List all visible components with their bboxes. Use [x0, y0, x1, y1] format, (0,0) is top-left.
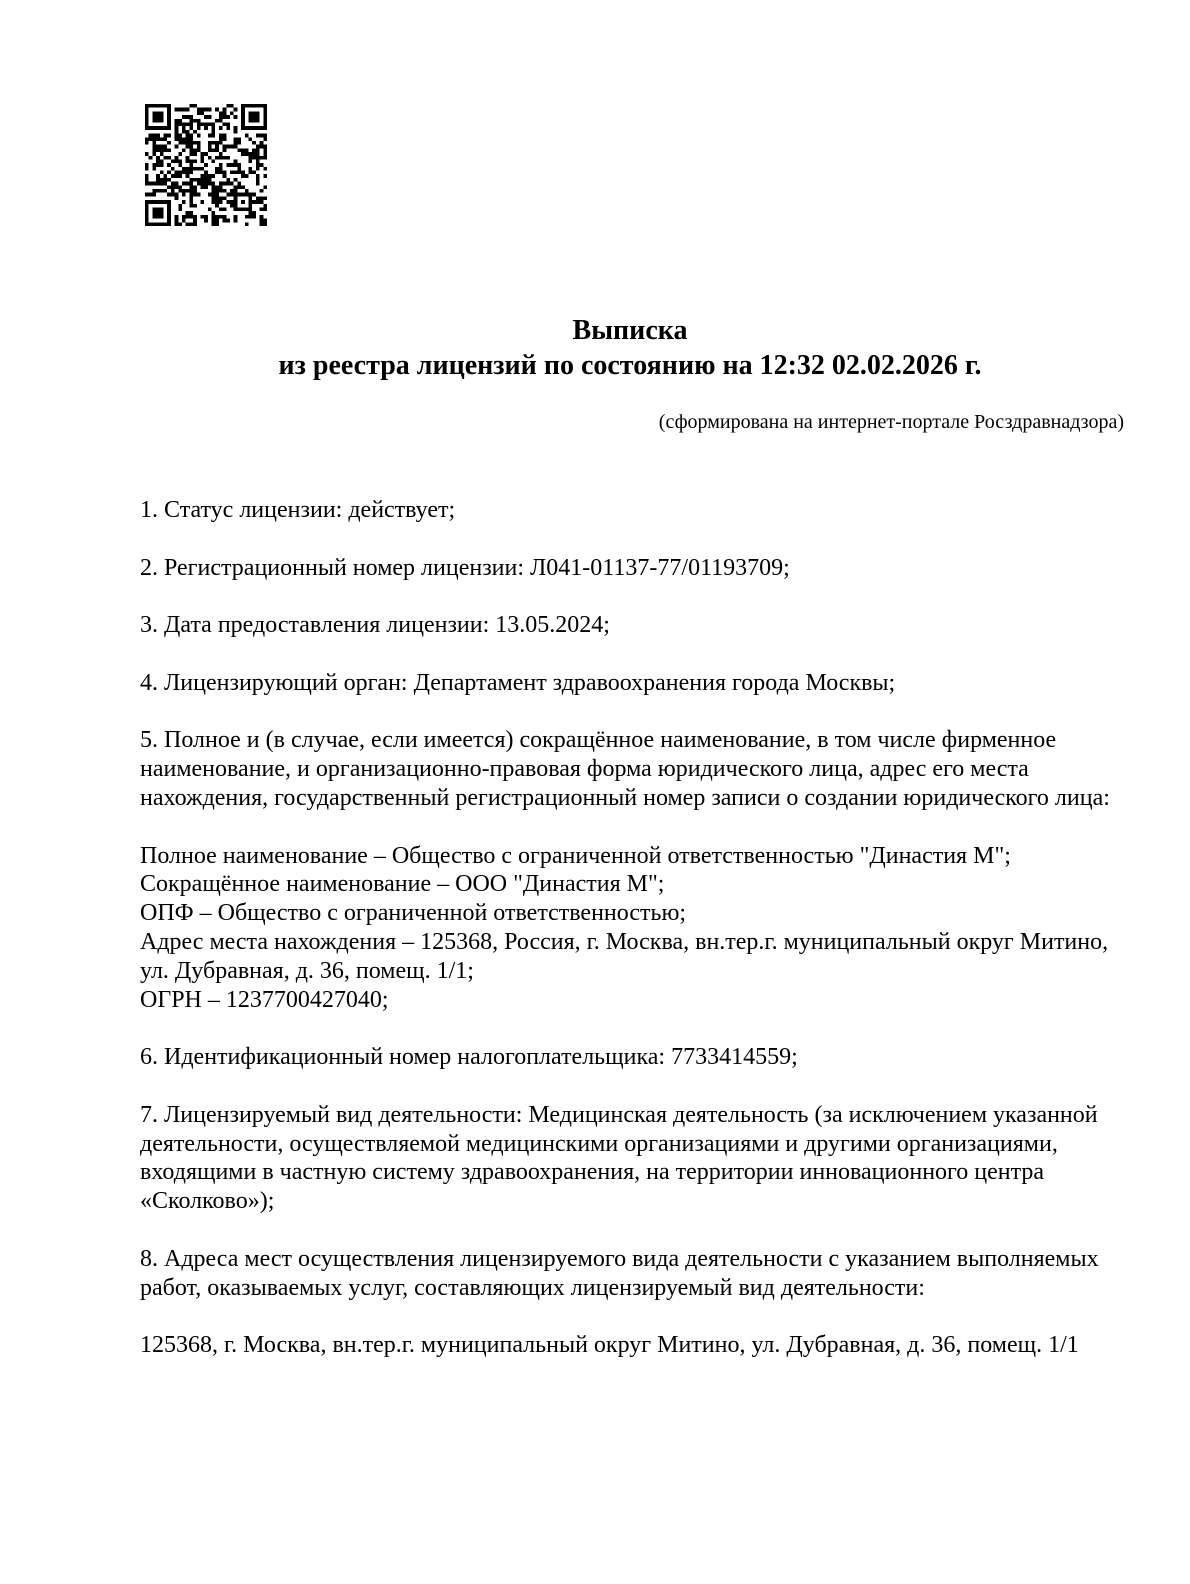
field-inn: 6. Идентификационный номер налогоплательщика: 7733414559; [140, 1044, 798, 1071]
field-license-status: 1. Статус лицензии: действует; [140, 497, 456, 523]
document-title [70, 313, 1190, 383]
field-activity-address: 125368, г. Москва, вн.тер.г. муниципальный округ Митино, ул. Дубравная, д. 36, помещ. 1/1 [140, 1332, 1079, 1359]
qr-code-icon [145, 104, 267, 226]
org-address: Адрес места нахождения – 125368, Россия, г. Москва, вн.тер.г. муниципальный округ Митино, ул. Дубравная, д. 36, помещ. 1/1; [140, 928, 1109, 984]
org-ogrn: ОГРН – 1237700427040; [140, 986, 389, 1013]
field-registration-number: 2. Регистрационный номер лицензии: Л041-01137-77/01193709; [140, 554, 790, 581]
field-organization-intro: 5. Полное и (в случае, если имеется) сокращённое наименование, в том числе фирменное наименование, и организационно-правовая форма юридического лица, адрес его места нахождения, государственный регистрационный номер записи о создании юридического лица: [140, 727, 1110, 811]
title-line-2: из реестра лицензий по состоянию на 12:32 02.02.2026 г. [278, 350, 982, 381]
field-activity-addresses-intro: 8. Адреса мест осуществления лицензируемого вида деятельности с указанием выполняемых работ, оказываемых услуг, составляющих лицензируемый вид деятельности: [140, 1245, 1099, 1301]
org-short-name: Сокращённое наименование – ООО "Династия М"; [140, 871, 665, 898]
title-line-1: Выписка [572, 315, 688, 346]
org-full-name: Полное наименование – Общество с ограниченной ответственностью "Династия М"; [140, 842, 1011, 869]
document-body [140, 496, 1125, 1389]
field-licensed-activity: 7. Лицензируемый вид деятельности: Медицинская деятельность (за исключением указанной деятельности, осуществляемой медицинскими организациями и другими организациями, входящими в частную систему здравоохранения, на территории инновационного центра «Сколково»); [140, 1101, 1098, 1215]
formation-note: (сформирована на интернет-портале Росздравнадзора) [658, 411, 1124, 433]
field-licensing-authority: 4. Лицензирующий орган: Департамент здравоохранения города Москвы; [140, 669, 896, 696]
organization-details-block [140, 842, 1125, 1015]
field-grant-date: 3. Дата предоставления лицензии: 13.05.2024; [140, 612, 610, 639]
org-legal-form: ОПФ – Общество с ограниченной ответственностью; [140, 900, 687, 927]
